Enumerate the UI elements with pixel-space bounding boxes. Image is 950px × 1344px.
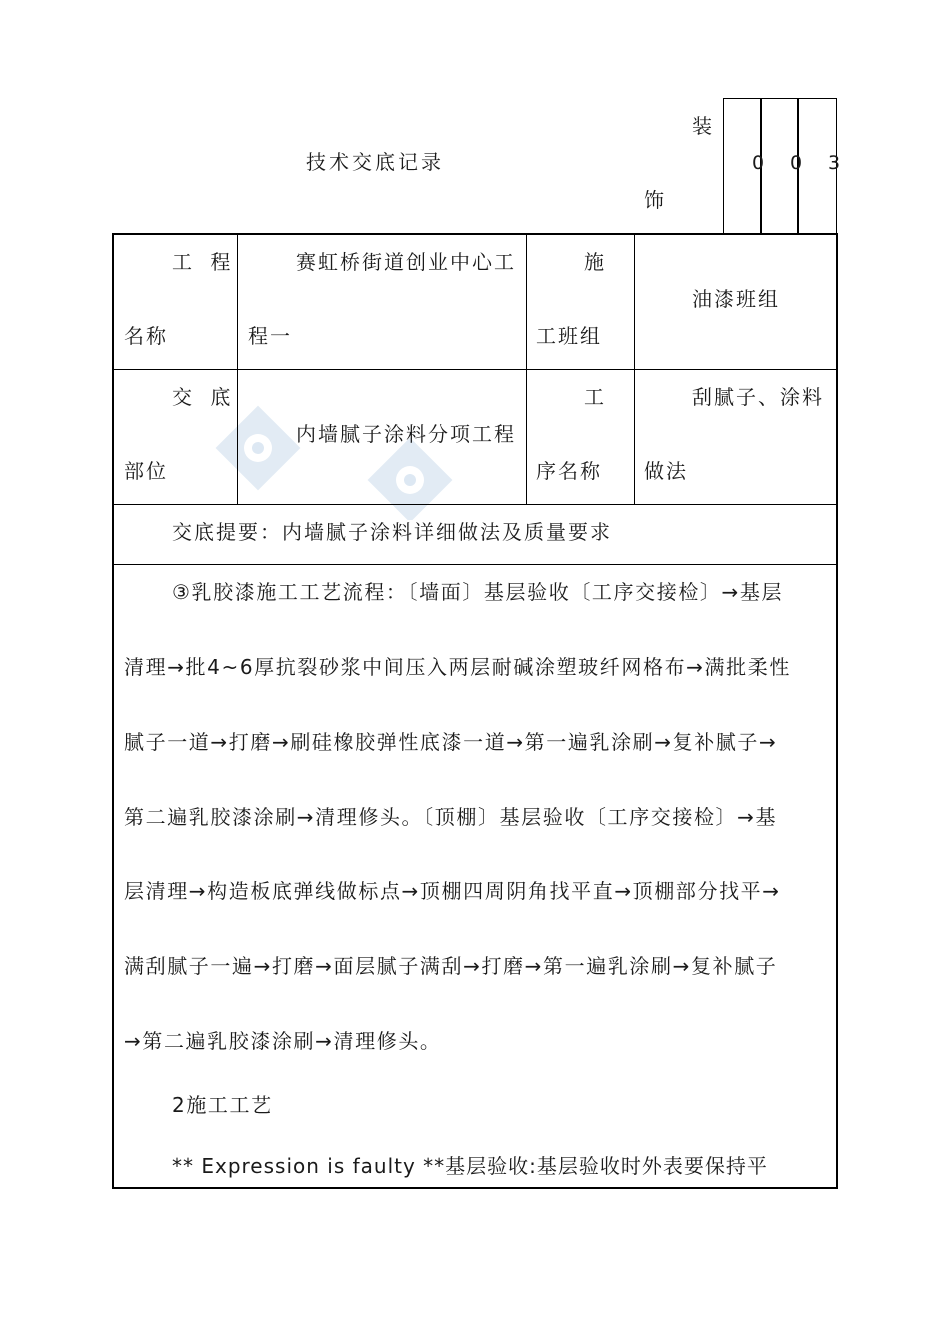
part-label-bottom: 部位 [124, 459, 168, 483]
category-char-top: 装 [692, 114, 714, 138]
team-label-top: 施 [584, 250, 606, 274]
content-line-8: 2施工工艺 [172, 1093, 273, 1117]
content-line-2: 清理→批4~6厚抗裂砂浆中间压入两层耐碱涂塑玻纤网格布→满批柔性 [124, 655, 791, 679]
project-name-value-2: 程一 [248, 324, 292, 348]
part-label-top: 交 底 [172, 385, 237, 409]
code-digit-2: 0 [790, 152, 805, 174]
part-value: 内墙腻子涂料分项工程 [296, 422, 516, 446]
process-value-1: 刮腻子、涂料 [692, 385, 824, 409]
row-divider-2 [112, 504, 838, 505]
process-label-bottom: 序名称 [536, 459, 602, 483]
code-digit-3: 3 [828, 152, 843, 174]
content-line-5: 层清理→构造板底弹线做标点→顶棚四周阴角找平直→顶棚部分找平→ [124, 879, 781, 903]
team-label-bottom: 工班组 [536, 324, 602, 348]
content-line-9: ** Expression is faulty **基层验收:基层验收时外表要保持平 [172, 1154, 768, 1178]
row-divider-1 [112, 369, 838, 370]
process-label-top: 工 [584, 385, 606, 409]
process-value-2: 做法 [644, 459, 688, 483]
project-name-label-bottom: 名称 [124, 324, 168, 348]
content-line-6: 满刮腻子一遍→打磨→面层腻子满刮→打磨→第一遍乳涂刷→复补腻子 [124, 954, 778, 978]
project-name-value-1: 赛虹桥街道创业中心工 [296, 250, 516, 274]
summary-text: 交底提要：内墙腻子涂料详细做法及质量要求 [172, 520, 612, 544]
content-line-7: →第二遍乳胶漆涂刷→清理修头。 [124, 1029, 442, 1053]
col-divider-3 [634, 233, 635, 504]
col-divider-2 [526, 233, 527, 504]
project-name-label-top: 工 程 [172, 250, 237, 274]
content-line-4: 第二遍乳胶漆涂刷→清理修头。〔顶棚〕基层验收〔工序交接检〕→基 [124, 805, 778, 829]
document-title: 技术交底记录 [306, 150, 444, 174]
row-divider-3 [112, 564, 838, 565]
category-char-bottom: 饰 [644, 188, 666, 212]
content-line-3: 腻子一道→打磨→刷硅橡胶弹性底漆一道→第一遍乳涂刷→复补腻子→ [124, 730, 778, 754]
content-line-1: ③乳胶漆施工工艺流程：〔墙面〕基层验收〔工序交接检〕→基层 [172, 580, 784, 604]
col-divider-1 [237, 233, 238, 504]
team-value: 油漆班组 [692, 287, 780, 311]
code-digit-1: 0 [752, 152, 767, 174]
